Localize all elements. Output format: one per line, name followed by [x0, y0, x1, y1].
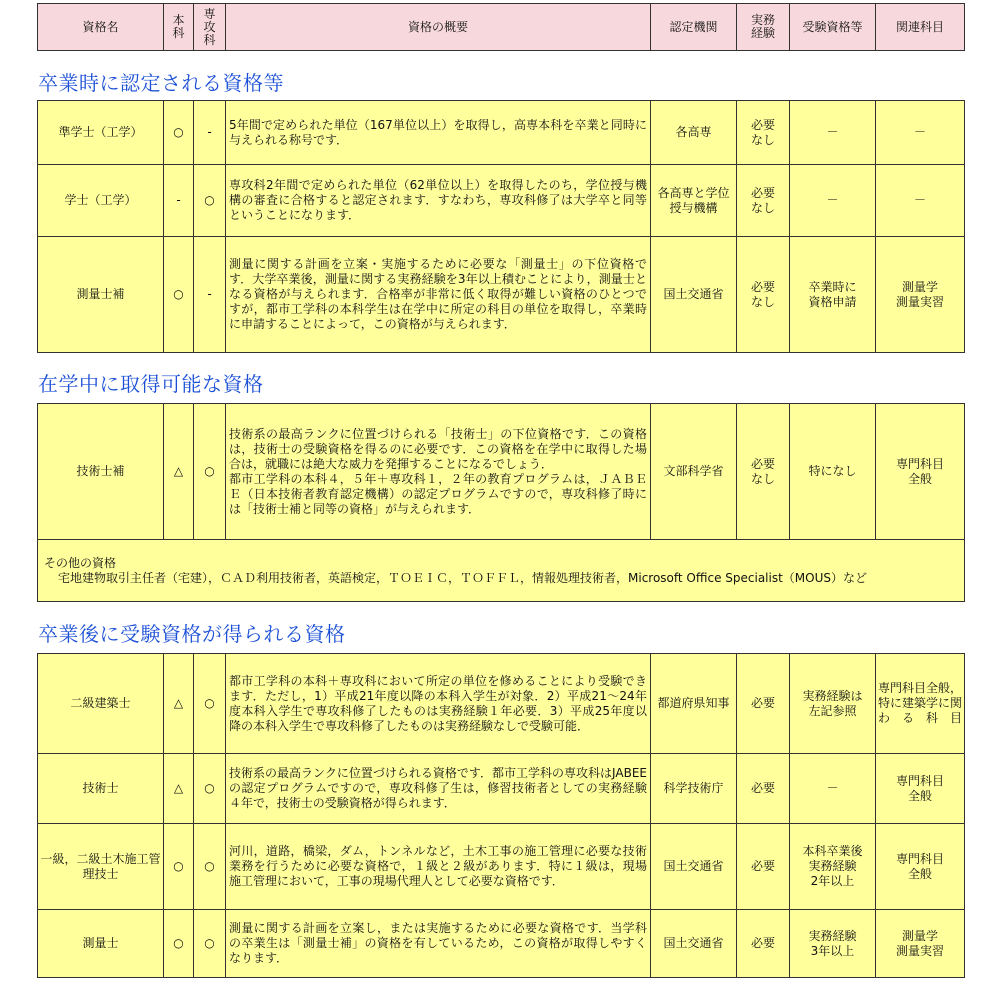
qualification-table: [37, 100, 965, 353]
honka-mark: ○: [164, 910, 194, 978]
cert-org: 国土交通省: [651, 824, 737, 910]
table-row: [38, 165, 965, 237]
honka-mark: ○: [164, 237, 194, 353]
cert-org: 都道府県知事: [651, 654, 737, 754]
qual-name: 準学士（工学）: [38, 101, 164, 165]
table-row: [38, 824, 965, 910]
header-row: [38, 4, 965, 51]
table-row: [38, 101, 965, 165]
table-row: [38, 404, 965, 540]
qual-desc: 測量に関する計画を立案し，または実施するために必要な資格です．当学科の卒業生は「測量士補」の資格を有しているため，この資格が取得しやすくなります．: [226, 910, 651, 978]
qual-desc: 専攻科2年間で定められた単位（62単位以上）を取得したのち，学位授与機構の審査に合格すると認定されます．すなわち，専攻科修了は大学卒と同等ということになります．: [226, 165, 651, 237]
cert-org: 文部科学省: [651, 404, 737, 540]
experience: 必要: [737, 910, 790, 978]
experience: 必要 なし: [737, 165, 790, 237]
qual-name: 二級建築士: [38, 654, 164, 754]
honka-mark: -: [164, 165, 194, 237]
other-text: 宅地建物取引主任者（宅建），ＣＡＤ利用技術者，英語検定，ＴＯＥＩＣ，ＴＯＦＦＬ，情報処理技術者，Microsoft Office Specialist（MOUS）など: [58, 570, 867, 585]
honka-mark: △: [164, 654, 194, 754]
qualification-table: [37, 653, 965, 978]
related-subject: 専門科目 全般: [876, 824, 965, 910]
experience: 必要: [737, 754, 790, 824]
other-qualifications-row: [38, 540, 965, 602]
cert-org: 科学技術庁: [651, 754, 737, 824]
cert-org: 国土交通省: [651, 910, 737, 978]
header-senkou: 専 攻 科: [194, 4, 226, 51]
senkou-mark: -: [194, 101, 226, 165]
senkou-mark: ○: [194, 654, 226, 754]
header-org: 認定機関: [651, 4, 737, 51]
section-title: 卒業後に受験資格が得られる資格: [38, 622, 346, 646]
experience: 必要 なし: [737, 404, 790, 540]
cert-org: 各高専と学位授与機構: [651, 165, 737, 237]
table-row: [38, 654, 965, 754]
related-subject: 専門科目 全般: [876, 404, 965, 540]
header-table: [37, 3, 965, 51]
related-subject: 専門科目全般，特に建築学に関わる科目: [876, 654, 965, 754]
eligibility: 実務経験は 左記参照: [790, 654, 876, 754]
cert-org: 各高専: [651, 101, 737, 165]
eligibility: 卒業時に 資格申請: [790, 237, 876, 353]
related-subject: 測量学 測量実習: [876, 910, 965, 978]
qual-name: 技術士: [38, 754, 164, 824]
honka-mark: ○: [164, 101, 194, 165]
qual-name: 測量士補: [38, 237, 164, 353]
related-subject: －: [876, 165, 965, 237]
qual-desc: 都市工学科の本科＋専攻科において所定の単位を修めることにより受験できます．ただし，1）平成21年度以降の本科入学生が対象．2）平成21～24年度本科入学生で専攻科修了したものは実務経験１年必要．3）平成25年度以降の本科入学生で専攻科修了したものは実務経験なしで受験可能．: [226, 654, 651, 754]
qual-name: 測量士: [38, 910, 164, 978]
header-honka: 本 科: [164, 4, 194, 51]
table-row: [38, 754, 965, 824]
qual-desc: 河川，道路，橋梁，ダム，トンネルなど，土木工事の施工管理に必要な技術業務を行うために必要な資格で，１級と２級があります．特に１級は，現場施工管理において，工事の現場代理人として必要な資格です．: [226, 824, 651, 910]
experience: 必要 なし: [737, 101, 790, 165]
senkou-mark: ○: [194, 910, 226, 978]
table-row: [38, 910, 965, 978]
senkou-mark: -: [194, 237, 226, 353]
senkou-mark: ○: [194, 824, 226, 910]
eligibility: 実務経験 3年以上: [790, 910, 876, 978]
other-qualifications: [38, 540, 965, 602]
other-label: その他の資格: [44, 555, 117, 570]
section-title: 卒業時に認定される資格等: [38, 71, 284, 95]
experience: 必要: [737, 824, 790, 910]
qual-desc: 5年間で定められた単位（167単位以上）を取得し，高専本科を卒業と同時に与えられる称号です．: [226, 101, 651, 165]
qual-name: 一級，二級土木施工管理技士: [38, 824, 164, 910]
header-name: 資格名: [38, 4, 164, 51]
qual-desc: 測量に関する計画を立案・実施するために必要な「測量士」の下位資格です．大学卒業後，測量に関する実務経験を3年以上積むことにより，測量士となる資格が与えられます．合格率が非常に低く取得が難しい資格のひとつですが，都市工学科の本科学生は在学中に所定の科目の単位を取得し，卒業時に申請することによって，この資格が与えられます．: [226, 237, 651, 353]
honka-mark: ○: [164, 824, 194, 910]
header-subj: 関連科目: [876, 4, 965, 51]
honka-mark: △: [164, 404, 194, 540]
eligibility: －: [790, 165, 876, 237]
eligibility: 特になし: [790, 404, 876, 540]
senkou-mark: ○: [194, 165, 226, 237]
qual-name: 学士（工学）: [38, 165, 164, 237]
eligibility: 本科卒業後 実務経験 2年以上: [790, 824, 876, 910]
experience: 必要: [737, 654, 790, 754]
honka-mark: △: [164, 754, 194, 824]
qual-desc: 技術系の最高ランクに位置づけられる資格です．都市工学科の専攻科はJABEEの認定プログラムですので，専攻科修了生は，修習技術者としての実務経験４年で，技術士の受験資格が得られます．: [226, 754, 651, 824]
section-title: 在学中に取得可能な資格: [38, 372, 264, 396]
qual-desc: 技術系の最高ランクに位置づけられる「技術士」の下位資格です．この資格は，技術士の受験資格を得るのに必要です．この資格を在学中に取得した場合は，就職には絶大な威力を発揮することになるでしょう． 都市工学科の本科４，５年＋専攻科１，２年の教育プログラムは，ＪＡＢＥＥ（日本技術者教育認定機構）の認定プログラムですので，専攻科修了時には「技術士補と同等の資格」が与えられます．: [226, 404, 651, 540]
eligibility: －: [790, 101, 876, 165]
related-subject: 専門科目 全般: [876, 754, 965, 824]
header-summary: 資格の概要: [226, 4, 651, 51]
header-exp: 実務 経験: [737, 4, 790, 51]
eligibility: －: [790, 754, 876, 824]
senkou-mark: ○: [194, 754, 226, 824]
qualification-table: [37, 403, 965, 602]
qual-name: 技術士補: [38, 404, 164, 540]
experience: 必要 なし: [737, 237, 790, 353]
cert-org: 国土交通省: [651, 237, 737, 353]
table-row: [38, 237, 965, 353]
related-subject: 測量学 測量実習: [876, 237, 965, 353]
related-subject: －: [876, 101, 965, 165]
senkou-mark: ○: [194, 404, 226, 540]
header-elig: 受験資格等: [790, 4, 876, 51]
